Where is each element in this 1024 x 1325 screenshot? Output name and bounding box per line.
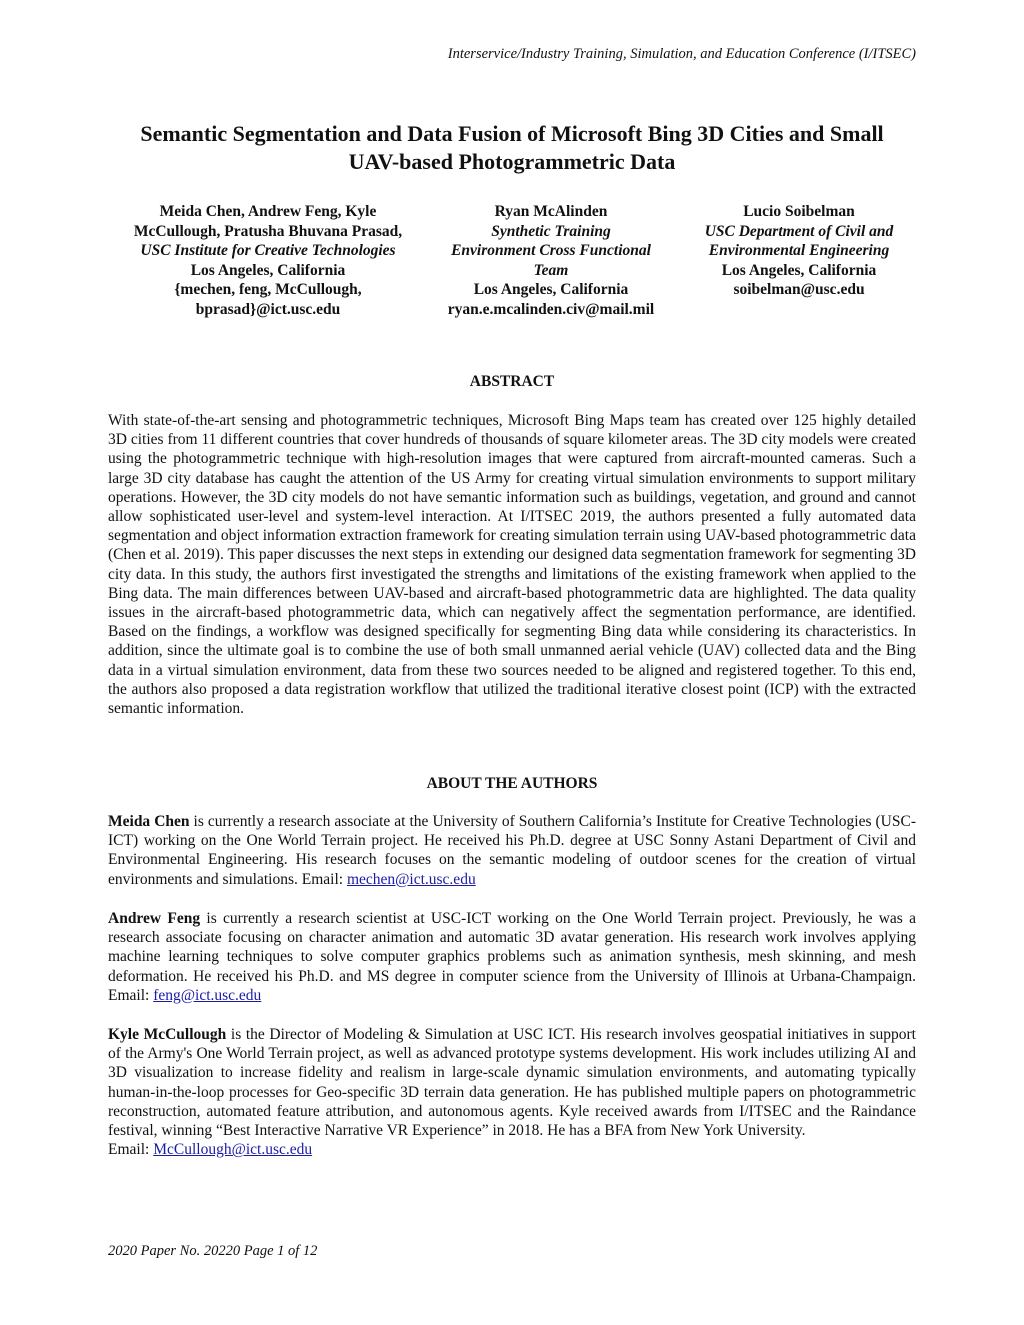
page-footer: 2020 Paper No. 20220 Page 1 of 12 [108, 1243, 318, 1259]
bio-email-link[interactable]: feng@ict.usc.edu [153, 986, 262, 1004]
author-location: Los Angeles, California [473, 281, 629, 299]
bio-text: is currently a research scientist at USC-ICT working on the One World Terrain project. Previously, he was a research associate focusing on character animation and automatic 3D avatar generation. His research work involves applying machine learning techniques to solve computer graphics problems such as animation synthesis, mesh skinning, and mesh deformation. He received his Ph.D. and MS degree in computer science from the University of Illinois at Urbana-Champaign. Email: [108, 910, 917, 1004]
author-names: Meida Chen, Andrew Feng, Kyle [159, 203, 377, 220]
bio-andrew-feng [108, 909, 916, 1005]
author-names: Lucio Soibelman [743, 203, 855, 220]
author-group-1 [118, 202, 418, 320]
bio-name: Andrew Feng [108, 910, 201, 927]
bio-text: is currently a research associate at the University of Southern California’s Institute for Creative Technologies (USC-ICT) working on the One World Terrain project. He received his Ph.D. degree at USC Sonny Astani Department of Civil and Environmental Engineering. His research focuses on the semantic modeling of outdoor scenes for the creation of virtual environments and simulations. Email: [108, 813, 917, 888]
bio-email-link[interactable]: McCullough@ict.usc.edu [153, 1141, 313, 1159]
bio-name: Kyle McCullough [108, 1026, 227, 1043]
title-line-1: Semantic Segmentation and Data Fusion of Microsoft Bing 3D Cities and Small [140, 121, 884, 146]
author-email: ryan.e.mcalinden.civ@mail.mil [447, 300, 655, 318]
author-affiliation: Synthetic Training [491, 222, 611, 240]
bio-name: Meida Chen [108, 813, 190, 830]
bio-text: is the Director of Modeling & Simulation at USC ICT. His research involves geospatial initiatives in support of the Army's One World Terrain project, as well as advanced prototype systems development. His work includes utilizing AI and 3D visualization to increase fidelity and realism in large-scale dynamic simulation environments, and automating typically human-in-the-loop processes for Geo-specific 3D terrain data generation. He has published multiple papers on photogrammetric reconstruction, automated feature attribution, and autonomous agents. Kyle received awards from I/ITSEC and the Raindance festival, winning “Best Interactive Narrative VR Experience” in 2018. He has a BFA from New York University. [108, 1026, 916, 1140]
title-line-2: UAV-based Photogrammetric Data [348, 149, 676, 174]
author-names: McCullough, Pratusha Bhuvana Prasad, [133, 222, 403, 240]
author-names: Ryan McAlinden [494, 203, 608, 220]
author-affiliation: Environmental Engineering [708, 242, 890, 260]
abstract-heading: ABSTRACT [469, 373, 555, 390]
author-affiliation: USC Institute for Creative Technologies [140, 242, 396, 260]
author-email: bprasad}@ict.usc.edu [195, 300, 341, 318]
bio-email-label: Email: [108, 1141, 154, 1159]
bio-email-link[interactable]: mechen@ict.usc.edu [346, 870, 476, 888]
author-location: Los Angeles, California [721, 261, 877, 279]
author-affiliation: USC Department of Civil and [704, 222, 894, 240]
abstract-text: With state-of-the-art sensing and photogrammetric techniques, Microsoft Bing Maps team has created over 125 highly detailed 3D cities from 11 different countries that cover hundreds of thousands of square kilometer areas. The 3D city models were created using the photogrammetric technique with high-resolution images that were captured from aircraft-mounted cameras. Such a large 3D city database has caught the attention of the US Army for creating virtual simulation environments to support military operations. However, the 3D city models do not have semantic information such as buildings, vegetation, and ground and cannot allow sophisticated user-level and system-level interaction. At I/ITSEC 2019, the authors presented a fully automated data segmentation and object information extraction framework for creating simulation terrain using UAV-based photogrammetric data (Chen et al. 2019). This paper discusses the next steps in extending our designed data segmentation framework for segmenting 3D city data. In this study, the authors first investigated the strengths and limitations of the existing framework when applied to the Bing data. The main differences between UAV-based and aircraft-based photogrammetric data are highlighted. The data quality issues in the aircraft-based photogrammetric data, which can negatively affect the segmentation performance, are identified. Based on the findings, a workflow was designed specifically for segmenting Bing data while considering its characteristics. In addition, since the ultimate goal is to combine the use of both small unmanned aerial vehicle (UAV) collected data and the Bing data in a virtual simulation environment, data from these two sources needed to be aligned and registered together. To this end, the authors also proposed a data registration workflow that utilized the traditional iterative closest point (ICP) with the extracted semantic information. [108, 412, 916, 718]
author-affiliation: Environment Cross Functional [451, 242, 651, 260]
paper-title [100, 120, 924, 176]
author-location: Los Angeles, California [190, 261, 346, 279]
author-email: {mechen, feng, McCullough, [174, 281, 362, 299]
running-header: Interservice/Industry Training, Simulation, and Education Conference (I/ITSEC) [447, 46, 916, 62]
author-affiliation: Team [533, 261, 569, 279]
bio-meida-chen [108, 812, 916, 889]
bio-kyle-mccullough [108, 1025, 916, 1159]
author-group-2 [436, 202, 666, 320]
author-email: soibelman@usc.edu [733, 281, 865, 299]
author-group-3 [682, 202, 916, 300]
about-authors-heading: ABOUT THE AUTHORS [426, 775, 598, 792]
